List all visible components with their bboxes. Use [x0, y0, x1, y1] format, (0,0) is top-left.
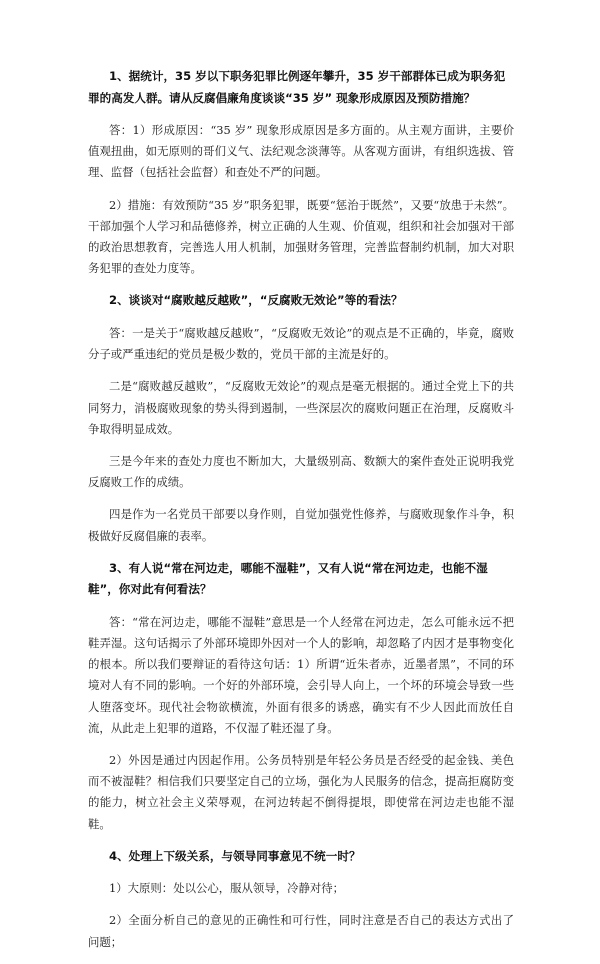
question-heading: 4、处理上下级关系，与领导同事意见不统一时？ [109, 848, 361, 863]
answer-paragraph: 答：一是关于“腐败越反越败”，“反腐败无效论”的观点是不正确的，毕竟，腐败分子或严重违纪的党员是极少数的，党员干部的主流是好的。 [88, 325, 514, 362]
answer-paragraph: 答：“常在河边走，哪能不湿鞋”意思是一个人经常在河边走，怎么可能永远不把鞋弄湿。这句话揭示了外部环境即外因对一个人的影响，却忽略了内因才是事物变化的根本。所以我们要辩证的看待这句话：1）所谓“近朱者赤，近墨者黑”，不同的环境对人有不同的影响。一个好的外部环境，会引导人向上，一个坏的环境会导致一些人堕落变坏。现代社会物欲横流，外面有很多的诱惑，确实有不少人因此而放任自流，从此走上犯罪的道路，不仅湿了鞋还湿了身。 [88, 614, 514, 735]
answer-paragraph: 三是今年来的查处力度也不断加大，大量级别高、数额大的案件查处正说明我党反腐败工作的成绩。 [88, 453, 514, 490]
answer-paragraph: 2）措施：有效预防“35 岁”职务犯罪，既要“惩治于既然”，又要“放患于未然”。干部加强个人学习和品德修养，树立正确的人生观、价值观，组织和社会加强对干部的政治思想教育，完善选人用人机制，加强财务管理，完善监督制约机制，加大对职务犯罪的查处力度等。 [88, 197, 514, 276]
answer-paragraph: 2）全面分析自己的意见的正确性和可行性，同时注意是否自己的表达方式出了问题； [88, 913, 514, 949]
section-3 [88, 558, 514, 835]
answer-paragraph: 2）外因是通过内因起作用。公务员特别是年轻公务员是否经受的起金钱、美色而不被湿鞋？相信我们只要坚定自己的立场，强化为人民服务的信念，提高拒腐防变的能力，树立社会主义荣辱观，在河边转起不倒得提垠，即使常在河边走也能不湿鞋。 [88, 752, 514, 831]
section-2 [88, 290, 514, 546]
question-heading: 2、谈谈对“腐败越反越败”，“反腐败无效论”等的看法？ [109, 293, 403, 308]
section-4 [88, 846, 514, 953]
answer-paragraph: 二是“腐败越反越败”，“反腐败无效论”的观点是毫无根据的。通过全党上下的共同努力，消极腐败现象的势头得到遏制，一些深层次的腐败问题正在治理，反腐败斗争取得明显成效。 [88, 379, 514, 436]
section-1 [88, 66, 514, 279]
answer-paragraph: 1）大原则：处以公心，服从领导，冷静对待； [109, 881, 345, 896]
answer-paragraph: 答：1）形成原因：“35 岁” 现象形成原因是多方面的。从主观方面讲，主要价值观扭曲，如无原则的哥们义气、法纪观念淡薄等。从客观方面讲，有组织选拔、管理、监督（包括社会监督）和查处不严的问题。 [88, 123, 514, 180]
question-heading: 3、有人说“常在河边走，哪能不湿鞋”，又有人说“常在河边走，也能不湿鞋”，你对此有何看法？ [88, 560, 488, 597]
answer-paragraph: 四是作为一名党员干部要以身作则，自觉加强党性修养，与腐败现象作斗争，积极做好反腐倡廉的表率。 [88, 507, 514, 543]
question-heading: 1、据统计，35 岁以下职务犯罪比例逐年攀升，35 岁干部群体已成为职务犯罪的高发人群。请从反腐倡廉角度谈谈“35 岁” 现象形成原因及预防措施？ [88, 69, 506, 105]
document-page [88, 66, 514, 964]
